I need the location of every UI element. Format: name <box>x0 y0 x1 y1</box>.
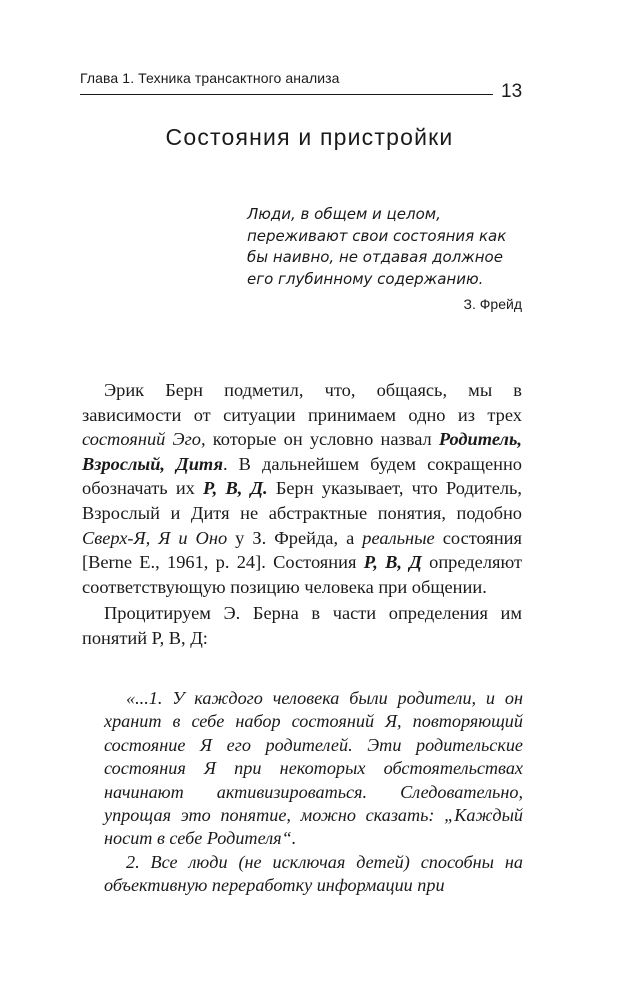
body-text <box>82 378 522 651</box>
block-quote <box>104 687 523 898</box>
epigraph-author: З. Фрейд <box>463 296 522 312</box>
header-divider <box>80 94 493 95</box>
section-title: Состояния и пристройки <box>165 124 454 150</box>
page-number: 13 <box>501 81 523 102</box>
epigraph <box>247 204 529 290</box>
body-paragraph-1: Эрик Берн подметил, что, общаясь, мы в зависимости от ситуации принимаем одно из трех состояний Эго, которые он условно назвал Родитель, Взрослый, Дитя. В дальнейшем будем сокращенно обозначать их Р, В, Д. Берн указывает, что Родитель, Взрослый и Дитя не абстрактные понятия, подобно Сверх-Я, Я и Оно у З. Фрейда, а реальные состояния [Berne E., 1961, p. 24]. Состояния Р, В, Д определяют соответствующую позицию человека при общении. <box>82 380 523 597</box>
chapter-title: Глава 1. Техника трансактного анализа <box>80 70 340 86</box>
body-paragraph-2: Процитируем Э. Берна в части определения им понятий Р, В, Д: <box>82 603 522 648</box>
quote-paragraph-1: «...1. У каждого человека были родители, и он хранит в себе набор состояний Я, повторяющий состояние Я его родителей. Эти родительские состояния Я при некоторых обстоятельствах начинают активизироваться. Следовательно, упрощая это понятие, можно сказать: „Каждый носит в себе Родителя“. <box>104 688 523 849</box>
quote-paragraph-2: 2. Все люди (не исключая детей) способны на объективную переработку информации при <box>104 851 523 896</box>
epigraph-text: Люди, в общем и целом, переживают свои состояния как бы наивно, не отдавая должное его глубинному содержанию. <box>247 205 507 288</box>
